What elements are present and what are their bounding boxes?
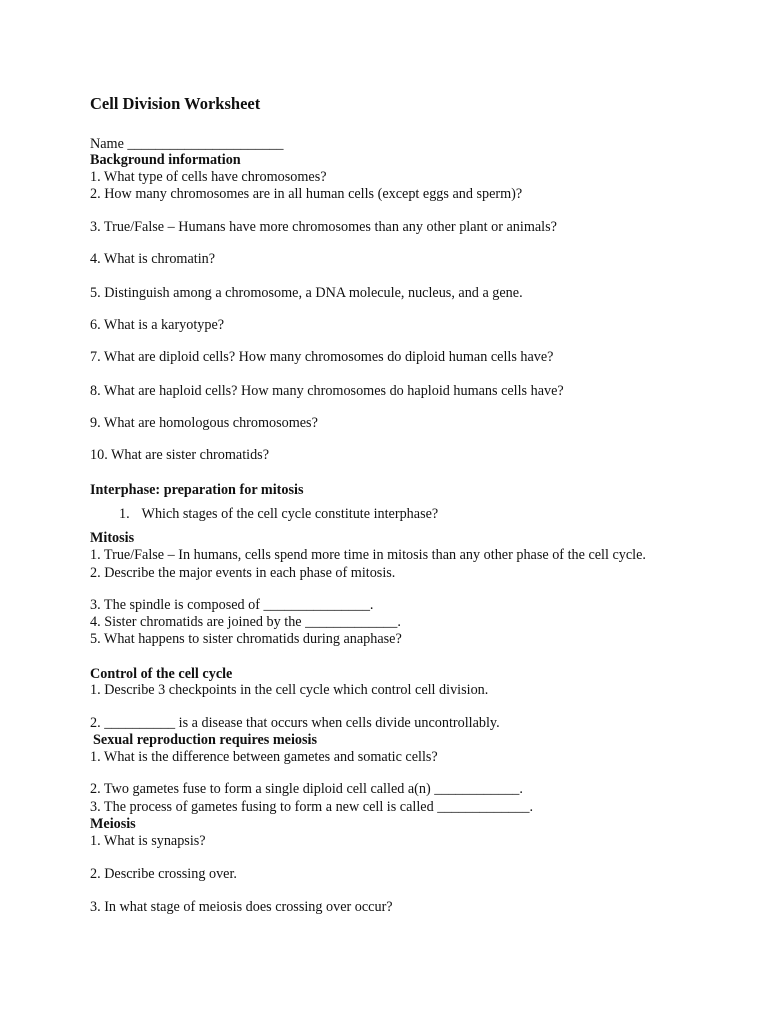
question-interphase-1 [119, 506, 438, 523]
question-mitosis-1: 1. True/False – In humans, cells spend more time in mitosis than any other phase of the cell cycle. [90, 547, 646, 563]
question-control-2: 2. __________ is a disease that occurs when cells divide uncontrollably. [90, 715, 500, 731]
question-background-1: 1. What type of cells have chromosomes? [90, 169, 327, 185]
page-title: Cell Division Worksheet [90, 94, 261, 113]
question-background-10: 10. What are sister chromatids? [90, 447, 269, 463]
question-control-1: 1. Describe 3 checkpoints in the cell cycle which control cell division. [90, 682, 489, 698]
question-background-5: 5. Distinguish among a chromosome, a DNA molecule, nucleus, and a gene. [90, 285, 523, 301]
question-mitosis-4: 4. Sister chromatids are joined by the _____________. [90, 614, 401, 630]
question-mitosis-5: 5. What happens to sister chromatids during anaphase? [90, 631, 402, 647]
question-mitosis-2: 2. Describe the major events in each phase of mitosis. [90, 565, 396, 581]
section-heading-interphase: Interphase: preparation for mitosis [90, 482, 304, 498]
section-heading-background: Background information [90, 152, 241, 168]
section-heading-mitosis: Mitosis [90, 530, 135, 546]
question-background-7: 7. What are diploid cells? How many chromosomes do diploid human cells have? [90, 349, 554, 365]
question-background-6: 6. What is a karyotype? [90, 317, 225, 333]
question-meiosis-3: 3. In what stage of meiosis does crossing over occur? [90, 899, 393, 915]
question-background-9: 9. What are homologous chromosomes? [90, 415, 318, 431]
section-heading-meiosis: Meiosis [90, 816, 136, 832]
question-background-3: 3. True/False – Humans have more chromosomes than any other plant or animals? [90, 219, 557, 235]
question-background-8: 8. What are haploid cells? How many chromosomes do haploid humans cells have? [90, 383, 564, 399]
section-heading-control: Control of the cell cycle [90, 666, 233, 682]
section-heading-sexual-reproduction: Sexual reproduction requires meiosis [93, 732, 317, 748]
question-meiosis-2: 2. Describe crossing over. [90, 866, 237, 882]
question-sexual-2: 2. Two gametes fuse to form a single diploid cell called a(n) ____________. [90, 781, 523, 797]
question-sexual-1: 1. What is the difference between gametes and somatic cells? [90, 749, 438, 765]
list-number: 1. [119, 506, 130, 522]
question-background-4: 4. What is chromatin? [90, 251, 216, 267]
list-text: Which stages of the cell cycle constitute interphase? [141, 506, 439, 522]
question-mitosis-3: 3. The spindle is composed of _______________. [90, 597, 374, 613]
question-sexual-3: 3. The process of gametes fusing to form a new cell is called _____________. [90, 799, 533, 815]
name-field-line: Name ______________________ [90, 136, 284, 152]
question-meiosis-1: 1. What is synapsis? [90, 833, 206, 849]
question-background-2: 2. How many chromosomes are in all human cells (except eggs and sperm)? [90, 186, 523, 202]
